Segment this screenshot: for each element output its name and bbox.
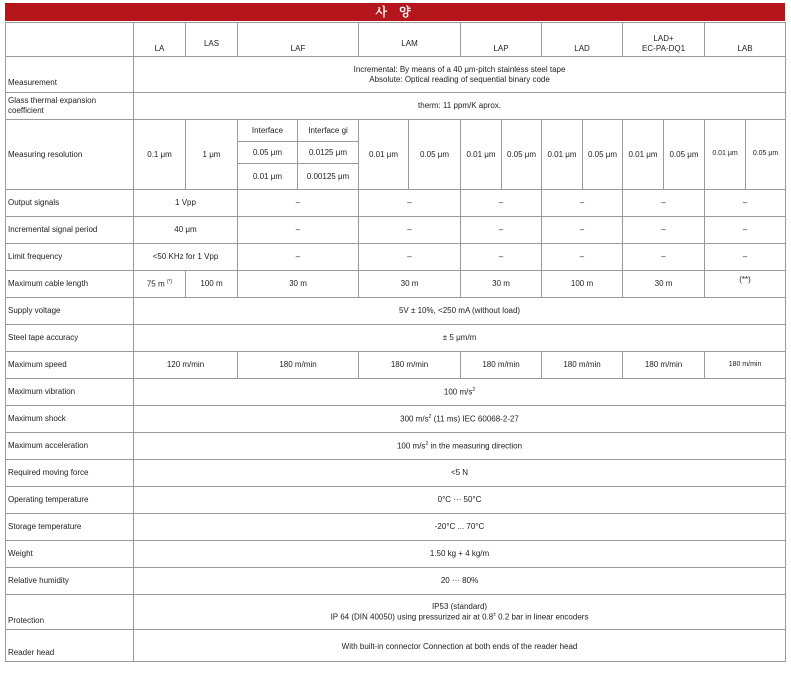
row-label: Protection (6, 595, 134, 630)
row-label: Operating temperature (6, 487, 134, 514)
row-label: Weight (6, 541, 134, 568)
row-frequency (6, 244, 786, 271)
res-lad-1: 0.01 μm (542, 120, 583, 190)
period-la-las: 40 μm (134, 217, 238, 244)
res-lap-1: 0.01 μm (461, 120, 502, 190)
glass-value: therm: 11 ppm/K aprox. (134, 93, 786, 120)
row-force (6, 460, 786, 487)
shock-sup: 2 (428, 413, 432, 420)
row-label: Reader head (6, 630, 134, 662)
freq-lap: – (461, 244, 542, 271)
cable-laf: 30 m (238, 271, 359, 298)
supply-value: 5V ± 10%, <250 mA (without load) (134, 298, 786, 325)
freq-lab: – (705, 244, 786, 271)
accel-text-b: in the measuring direction (428, 441, 523, 451)
row-label: Output signals (6, 190, 134, 217)
row-cable (6, 271, 786, 298)
header-blank (6, 23, 134, 57)
row-label: Maximum shock (6, 406, 134, 433)
res-laf-a1: 0.05 μm (238, 142, 298, 164)
vibration-value (134, 379, 786, 406)
protection-text-a: IP 64 (DIN 40050) using pressurized air at 0.8 (330, 612, 494, 622)
spec-title: 사 양 (5, 3, 785, 21)
col-lad-ec (623, 23, 705, 57)
shock-value (134, 406, 786, 433)
protection-line1: IP53 (standard) (431, 601, 488, 611)
tape-value: ± 5 μm/m (134, 325, 786, 352)
row-measurement (6, 57, 786, 93)
output-lad: – (542, 190, 623, 217)
speed-laf: 180 m/min (238, 352, 359, 379)
protection-text-b: 0.2 bar in linear encoders (495, 612, 589, 622)
row-resolution (6, 120, 786, 142)
speed-lap: 180 m/min (461, 352, 542, 379)
period-laf: – (238, 217, 359, 244)
res-las: 1 μm (186, 120, 238, 190)
output-ladec: – (623, 190, 705, 217)
res-lap-2: 0.05 μm (502, 120, 542, 190)
output-lab: – (705, 190, 786, 217)
speed-ladec: 180 m/min (623, 352, 705, 379)
freq-ladec: – (623, 244, 705, 271)
res-lad-2: 0.05 μm (583, 120, 623, 190)
res-laf-interface-gi: Interface gi (298, 120, 359, 142)
res-lab-2: 0.05 μm (746, 120, 786, 190)
row-label: Measuring resolution (6, 120, 134, 190)
vibration-text: 100 m/s (443, 387, 473, 397)
col-lad: LAD (542, 23, 623, 57)
period-lam: – (359, 217, 461, 244)
col-lab: LAB (705, 23, 786, 57)
row-vibration (6, 379, 786, 406)
row-shock (6, 406, 786, 433)
res-laf-a2: 0.0125 μm (298, 142, 359, 164)
period-lad: – (542, 217, 623, 244)
res-laf-b2: 0.00125 μm (298, 164, 359, 190)
cable-las: 100 m (186, 271, 238, 298)
res-ladec-1: 0.01 μm (623, 120, 664, 190)
row-acceleration (6, 433, 786, 460)
measurement-line1: Incremental: By means of a 40 μm-pitch stainless steel tape (353, 64, 566, 74)
col-la: LA (134, 23, 186, 57)
output-la-las: 1 Vpp (134, 190, 238, 217)
force-value: <5 N (134, 460, 786, 487)
row-speed (6, 352, 786, 379)
accel-sup: 2 (425, 440, 429, 447)
speed-lam: 180 m/min (359, 352, 461, 379)
res-laf-interface: Interface (238, 120, 298, 142)
col-lad-ec-line2: EC-PA-DQ1 (642, 44, 686, 53)
measurement-value (134, 57, 786, 93)
accel-text-a: 100 m/s (396, 441, 426, 451)
res-lam-2: 0.05 μm (409, 120, 461, 190)
measurement-line2: Absolute: Optical reading of sequential binary code (369, 74, 550, 84)
row-storage-temp (6, 514, 786, 541)
sttemp-value: -20°C ... 70°C (134, 514, 786, 541)
col-lap: LAP (461, 23, 542, 57)
shock-text-b: (11 ms) IEC 60068-2-27 (431, 414, 519, 424)
row-label: Steel tape accuracy (6, 325, 134, 352)
protection-line2 (136, 612, 783, 623)
row-reader (6, 630, 786, 662)
cable-ladec: 30 m (623, 271, 705, 298)
cable-lam: 30 m (359, 271, 461, 298)
protection-sup: ± (493, 611, 496, 618)
shock-text-a: 300 m/s (400, 414, 429, 424)
row-supply (6, 298, 786, 325)
row-label: Supply voltage (6, 298, 134, 325)
row-protection (6, 595, 786, 630)
res-laf-b1: 0.01 μm (238, 164, 298, 190)
freq-lad: – (542, 244, 623, 271)
accel-value (134, 433, 786, 460)
res-la: 0.1 μm (134, 120, 186, 190)
speed-lad: 180 m/min (542, 352, 623, 379)
optemp-value: 0°C ··· 50°C (134, 487, 786, 514)
cable-lap: 30 m (461, 271, 542, 298)
cable-la-note: (*) (166, 278, 173, 285)
weight-value: 1.50 kg + 4 kg/m (134, 541, 786, 568)
row-label: Glass thermal expansion coefficient (6, 93, 134, 120)
spec-table (5, 22, 786, 662)
cable-lad: 100 m (542, 271, 623, 298)
cable-la-value: 75 m (146, 279, 165, 289)
vibration-sup: 2 (472, 386, 476, 393)
row-weight (6, 541, 786, 568)
protection-value (134, 595, 786, 630)
freq-la-las: <50 KHz for 1 Vpp (134, 244, 238, 271)
row-glass (6, 93, 786, 120)
col-las: LAS (186, 23, 238, 57)
row-output (6, 190, 786, 217)
row-label: Required moving force (6, 460, 134, 487)
row-label: Maximum speed (6, 352, 134, 379)
row-label: Maximum vibration (6, 379, 134, 406)
period-lap: – (461, 217, 542, 244)
row-humidity (6, 568, 786, 595)
row-operating-temp (6, 487, 786, 514)
cable-la (134, 271, 186, 298)
output-lap: – (461, 190, 542, 217)
speed-lab: 180 m/min (705, 352, 786, 379)
freq-laf: – (238, 244, 359, 271)
row-label: Maximum cable length (6, 271, 134, 298)
humidity-value: 20 ··· 80% (134, 568, 786, 595)
col-lad-ec-line1: LAD+ (653, 34, 674, 43)
row-tape (6, 325, 786, 352)
col-lam: LAM (359, 23, 461, 57)
period-ladec: – (623, 217, 705, 244)
row-label: Relative humidity (6, 568, 134, 595)
period-lab: – (705, 217, 786, 244)
row-label: Measurement (6, 57, 134, 93)
res-lab-1: 0.01 μm (705, 120, 746, 190)
freq-lam: – (359, 244, 461, 271)
row-label: Limit frequency (6, 244, 134, 271)
res-lam-1: 0.01 μm (359, 120, 409, 190)
reader-value: With built-in connector Connection at both ends of the reader head (134, 630, 786, 662)
row-label: Incremental signal period (6, 217, 134, 244)
row-label: Maximum acceleration (6, 433, 134, 460)
cable-lab: (**) (705, 271, 786, 298)
row-period (6, 217, 786, 244)
output-laf: – (238, 190, 359, 217)
col-laf: LAF (238, 23, 359, 57)
header-row (6, 23, 786, 57)
res-ladec-2: 0.05 μm (664, 120, 705, 190)
speed-la-las: 120 m/min (134, 352, 238, 379)
row-label: Storage temperature (6, 514, 134, 541)
output-lam: – (359, 190, 461, 217)
